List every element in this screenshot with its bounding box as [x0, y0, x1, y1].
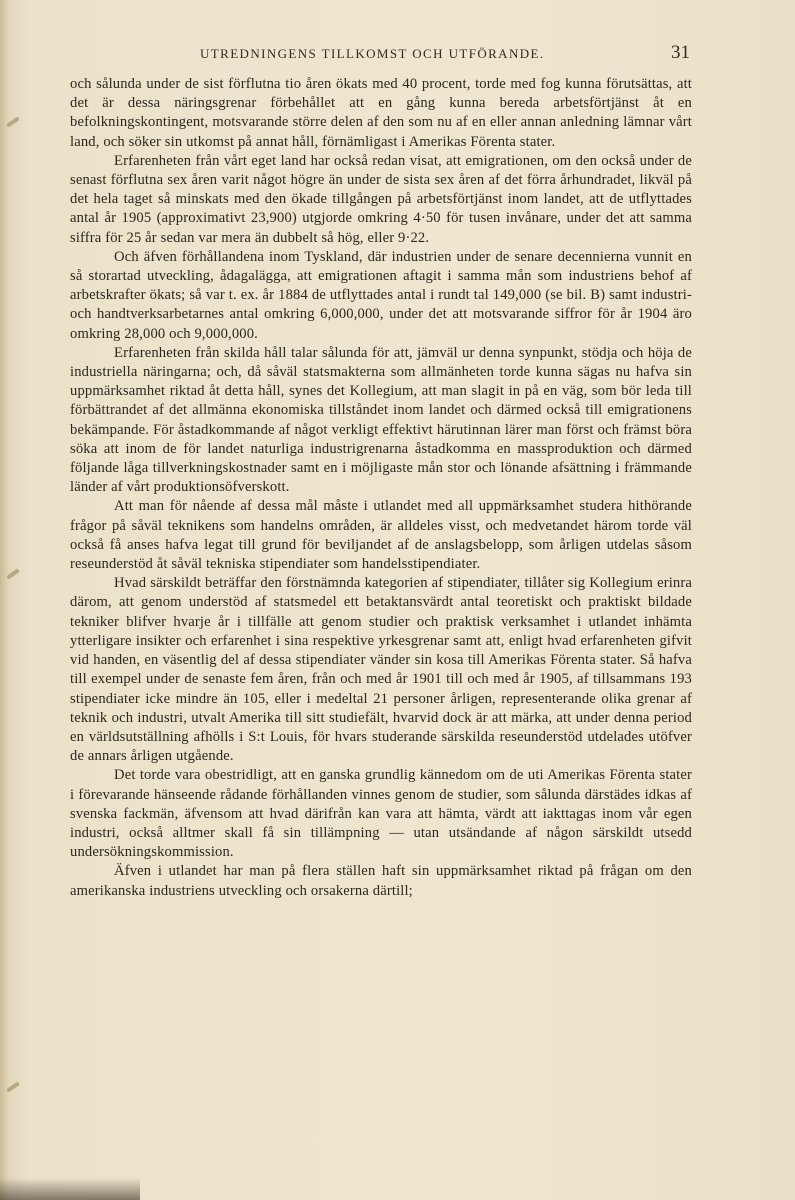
- paragraph: Erfarenheten från skilda håll talar sålunda för att, jämväl ur denna synpunkt, stödja och höja de industriella näringarna; och, då såväl statsmakterna som allmänheten torde kunna sägas nu hafva sin uppmärksamhet riktad åt detta håll, synes det Kollegium, att man slagit in på en väg, som bör leda till förbättrandet af det allmänna ekonomiska tillståndet inom landet och därmed också till emigrationens bekämpande. För åstadkommande af något verkligt effektivt härutinnan lärer man först och främst böra söka att inom de för landet naturliga industrigrenarna åstadkomma en massproduktion och därmed följande låga tillverkningskostnader samt en i möjligaste mån stor och lönande afsättning i främmande länder af vårt produktionsöfverskott.: [70, 344, 692, 496]
- page-number: 31: [671, 42, 690, 63]
- running-head: UTREDNINGENS TILLKOMST OCH UTFÖRANDE.: [200, 46, 545, 61]
- binding-shadow: [0, 1178, 140, 1200]
- paragraph: Hvad särskildt beträffar den förstnämnda kategorien af stipendiater, tillåter sig Kollegium erinra därom, att genom understöd af statsmedel ett betaktansvärdt antal teoretiskt och praktiskt bildade tekniker blifver hvarje år i tillfälle att genom studier och praktisk verksamhet i utlandet inhämta ytterligare insikter och erfarenhet i sina respektive yrkesgrenar samt att, enligt hvad erfarenheten gifvit vid handen, en väsentlig del af dessa stipendiater vänder sin kosa till Amerikas Förenta stater. Så hafva till exempel under de senaste fem åren, från och med år 1901 till och med år 1905, af tillsammans 193 stipendiater icke mindre än 105, eller i medeltal 21 personer årligen, representerande olika grenar af teknik och industri, utvalt Amerika till sitt studiefält, hvarvid dock är att märka, att under denna period en världsutställning afhölls i S:t Louis, för hvars studerande särskilda reseunderstöd utdelades utöfver de annars årligen utgående.: [70, 575, 692, 765]
- page-gutter: [0, 0, 10, 1200]
- paragraph: och sålunda under de sist förflutna tio åren ökats med 40 procent, torde med fog kunna förutsättas, att det är dessa näringsgrenar förbehållet att en gång kunna bereda arbetsförtjänst åt en befolkningskontingent, motsvarande större delen af den som nu af en eller annan anledning lämnar vårt land, och söker sin utkomst på annat håll, förnämligast i Amerikas Förenta stater.: [70, 76, 692, 150]
- body-text: [70, 75, 692, 901]
- paragraph: Att man för nående af dessa mål måste i utlandet med all uppmärksamhet studera hithörande frågor på såväl teknikens som handelns områden, är alldeles visst, och medvetandet härom torde väl också få anses hafva legat till grund för beviljandet af de anslagsbelopp, som årligen utdelas såsom reseunderstöd åt såväl tekniska stipendiater som handelsstipendiater.: [70, 498, 692, 573]
- paragraph: Och äfven förhållandena inom Tyskland, där industrien under de senare decennierna vunnit en så storartad utveckling, ådagalägga, att emigrationen aftagit i samma mån som industriens behof af arbetskrafter ökats; så var t. ex. år 1884 de utflyttades antal i rundt tal 149,000 (se bil. B) samt industri- och handtverksarbetarnes antal omkring 6,000,000, under det att motsvarande siffror för år 1904 äro omkring 28,000 och 9,000,000.: [70, 248, 692, 342]
- paragraph: Erfarenheten från vårt eget land har också redan visat, att emigrationen, om den också under de senast förflutna sex åren varit något högre än under de sista sex åren af det förra århundradet, likväl på det hela taget så minskats med den ökade tillgången på arbetsförtjänst inom landet, att de utflyttades antal år 1905 (approximativt 23,900) utgjorde omkring 4·50 för tusen invånare, under det att samma siffra för 25 år sedan var mera än dubbelt så hög, eller 9·22.: [70, 152, 692, 246]
- page-header: [200, 44, 690, 66]
- paragraph: Det torde vara obestridligt, att en ganska grundlig kännedom om de uti Amerikas Förenta stater i förevarande hänseende rådande förhållanden vinnes genom de studier, som sålunda därstädes idkas af svenska fackmän, äfvensom att hvad därifrån kan vara att hämta, värdt att iakttagas inom vår egen industri, också alltmer skall få sin tillämpning — utan utsändande af någon särskildt utsedd undersökningskommission.: [70, 767, 692, 861]
- paragraph: Äfven i utlandet har man på flera ställen haft sin uppmärksamhet riktad på frågan om den amerikanska industriens utveckling och orsakerna därtill;: [70, 863, 692, 899]
